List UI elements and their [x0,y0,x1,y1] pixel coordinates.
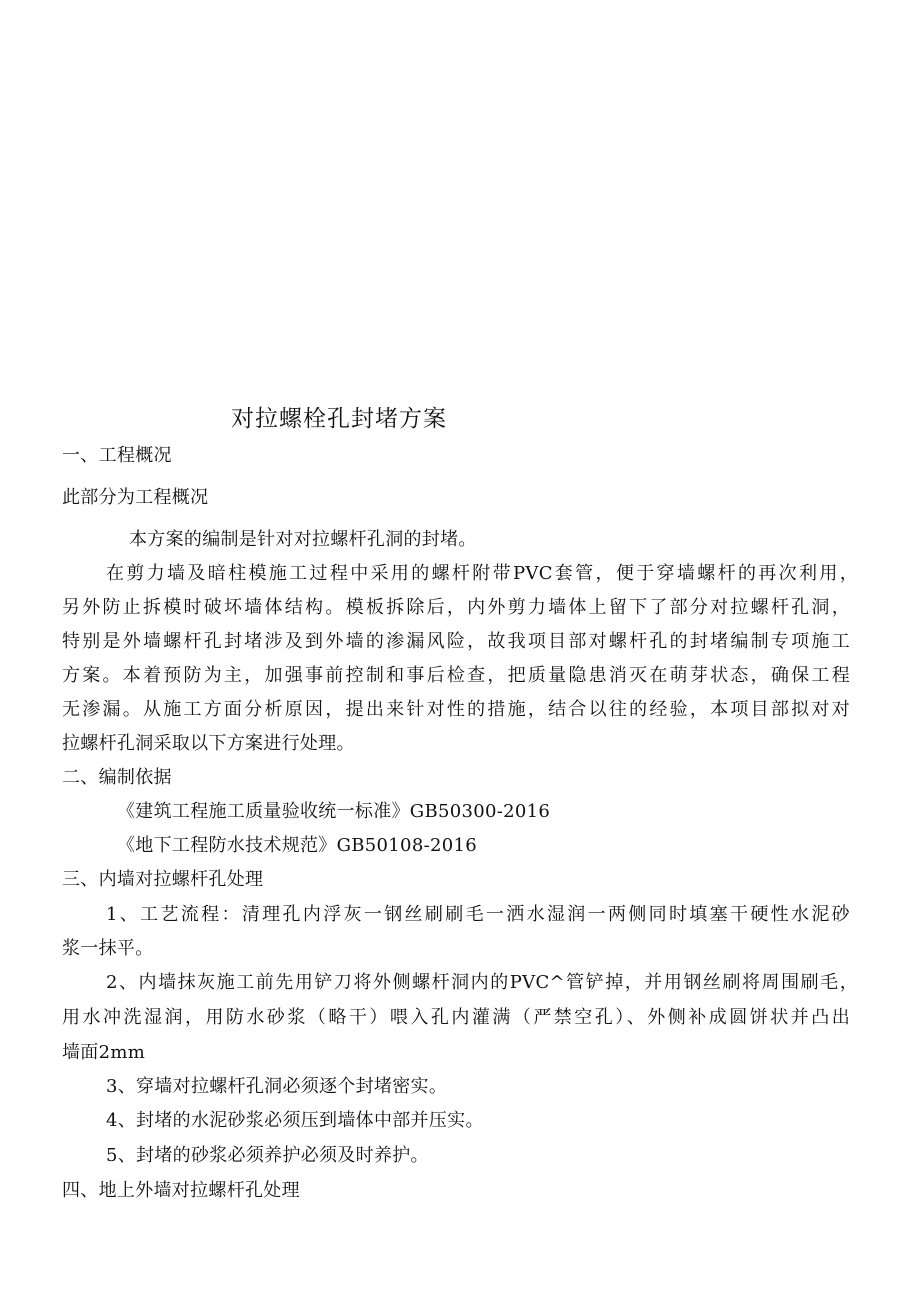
paragraph-line: 在剪力墙及暗柱模施工过程中采用的螺杆附带PVC套管，便于穿墙螺杆的再次利用， [106,563,858,584]
interior-item-2-line: 2、内墙抹灰施工前先用铲刀将外侧螺杆洞内的PVC^管铲掉，并用钢丝刷将周围刷毛， [106,972,858,993]
interior-item-1-line: 1、工艺流程：清理孔内浮灰一钢丝刷刷毛一洒水湿润一两侧同时填塞干硬性水泥砂 [106,904,850,925]
paragraph-line: 无渗漏。从施工方面分析原因，提出来针对性的措施，结合以往的经验，本项目部拟对对 [62,699,850,720]
section-heading-basis: 二、编制依据 [62,767,172,788]
interior-item-2-line: 用水冲洗湿润，用防水砂浆（略干）喂入孔内灌满（严禁空孔）、外侧补成圆饼状并凸出 [62,1007,850,1028]
overview-note: 此部分为工程概况 [62,487,209,508]
document-title: 对拉螺栓孔封堵方案 [231,406,447,432]
paragraph-line: 拉螺杆孔洞采取以下方案进行处理。 [62,733,355,754]
interior-item-4: 4、封堵的水泥砂浆必须压到墙体中部并压实。 [106,1110,484,1131]
paragraph-line: 特别是外墙螺杆孔封堵涉及到外墙的渗漏风险，故我项目部对螺杆孔的封堵编制专项施工 [62,631,850,652]
paragraph-line: 另外防止拆模时破坏墙体结构。模板拆除后，内外剪力墙体上留下了部分对拉螺杆孔洞， [62,597,850,618]
interior-item-1-line: 浆一抹平。 [62,938,154,959]
section-heading-interior: 三、内墙对拉螺杆孔处理 [62,869,264,890]
overview-intro: 本方案的编制是针对对拉螺杆孔洞的封堵。 [129,529,477,550]
reference-item: 《建筑工程施工质量验收统一标准》GB50300-2016 [117,801,551,822]
section-heading-exterior: 四、地上外墙对拉螺杆孔处理 [62,1180,300,1201]
paragraph-line: 方案。本着预防为主，加强事前控制和事后检查，把质量隐患消灭在萌芽状态，确保工程 [62,665,850,686]
interior-item-2-line: 墙面2mm [62,1042,146,1063]
reference-item: 《地下工程防水技术规范》GB50108-2016 [117,835,477,856]
section-heading-overview: 一、工程概况 [62,445,172,466]
interior-item-5: 5、封堵的砂浆必须养护必须及时养护。 [106,1145,429,1166]
interior-item-3: 3、穿墙对拉螺杆孔洞必须逐个封堵密实。 [106,1076,448,1097]
